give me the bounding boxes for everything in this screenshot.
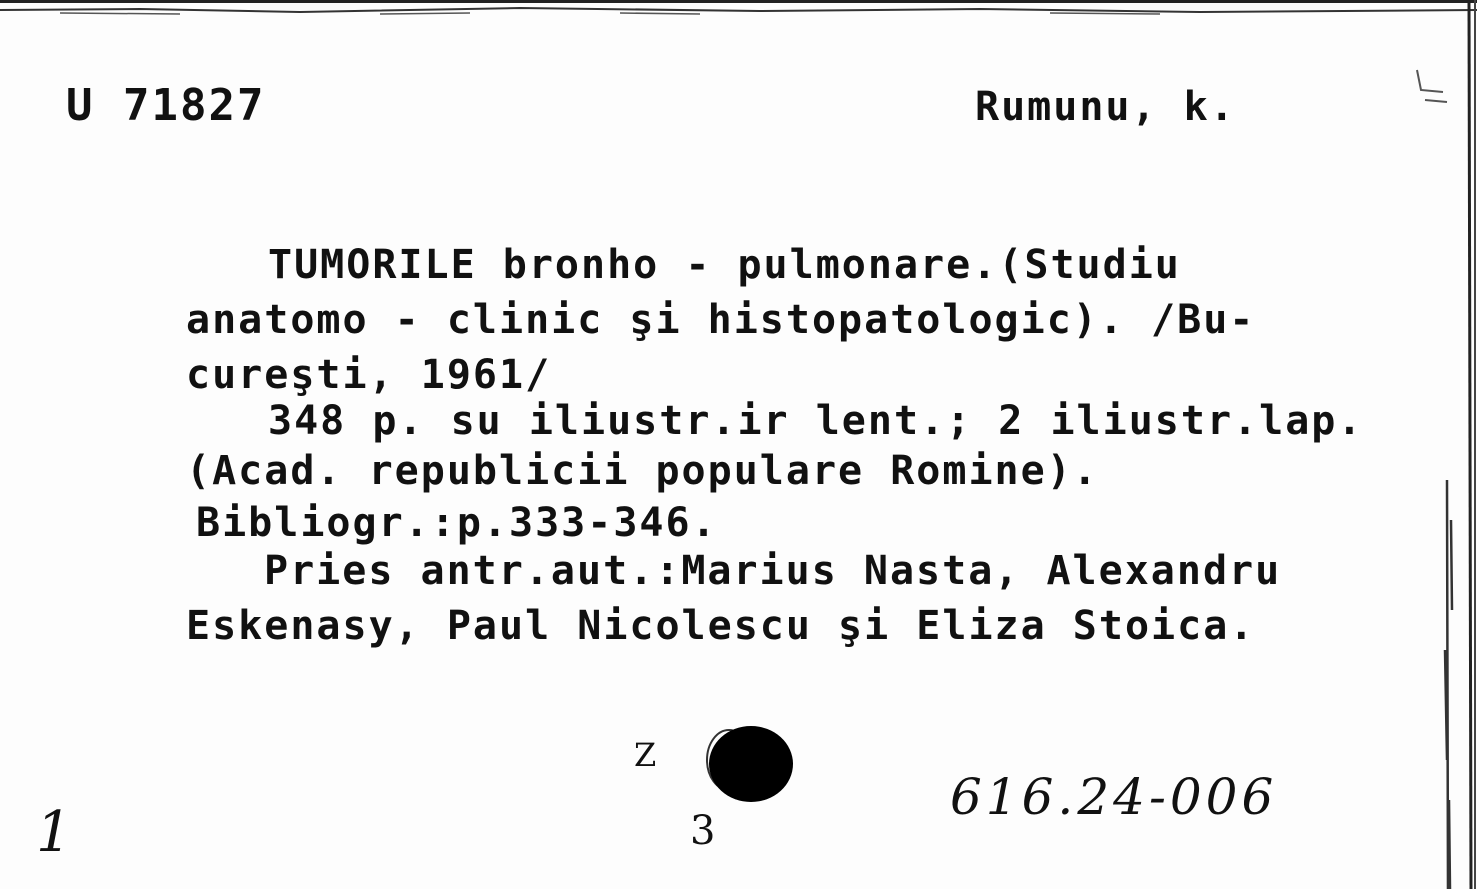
body-line: anatomo - clinic şi histopatologic). /Bu-: [186, 297, 1256, 343]
card-top-edge: [0, 0, 1477, 18]
classification-number: 616.24-006: [950, 768, 1278, 826]
series-line: (Acad. republicii populare Romine).: [186, 448, 1099, 494]
bibliography-note: Bibliogr.:p.333-346.: [196, 500, 718, 546]
handwritten-number: 3: [690, 808, 716, 854]
handwritten-z-mark: Z: [634, 736, 657, 774]
punch-hole: [705, 722, 795, 804]
call-number: U 71827: [66, 80, 266, 131]
authors-note: Pries antr.aut.:Marius Nasta, Alexandru: [264, 548, 1282, 594]
title-line: TUMORILE bronho - pulmonare.(Studiu: [268, 242, 1181, 288]
author-heading: Rumunu, k.: [975, 84, 1236, 130]
handwritten-left-mark: 1: [36, 800, 72, 865]
card-right-edge: [1407, 0, 1477, 889]
authors-note-cont: Eskenasy, Paul Nicolescu şi Eliza Stoica.: [186, 603, 1256, 649]
collation-line: 348 p. su iliustr.ir lent.; 2 iliustr.lap.: [268, 398, 1364, 444]
body-line: cureşti, 1961/: [186, 352, 552, 398]
